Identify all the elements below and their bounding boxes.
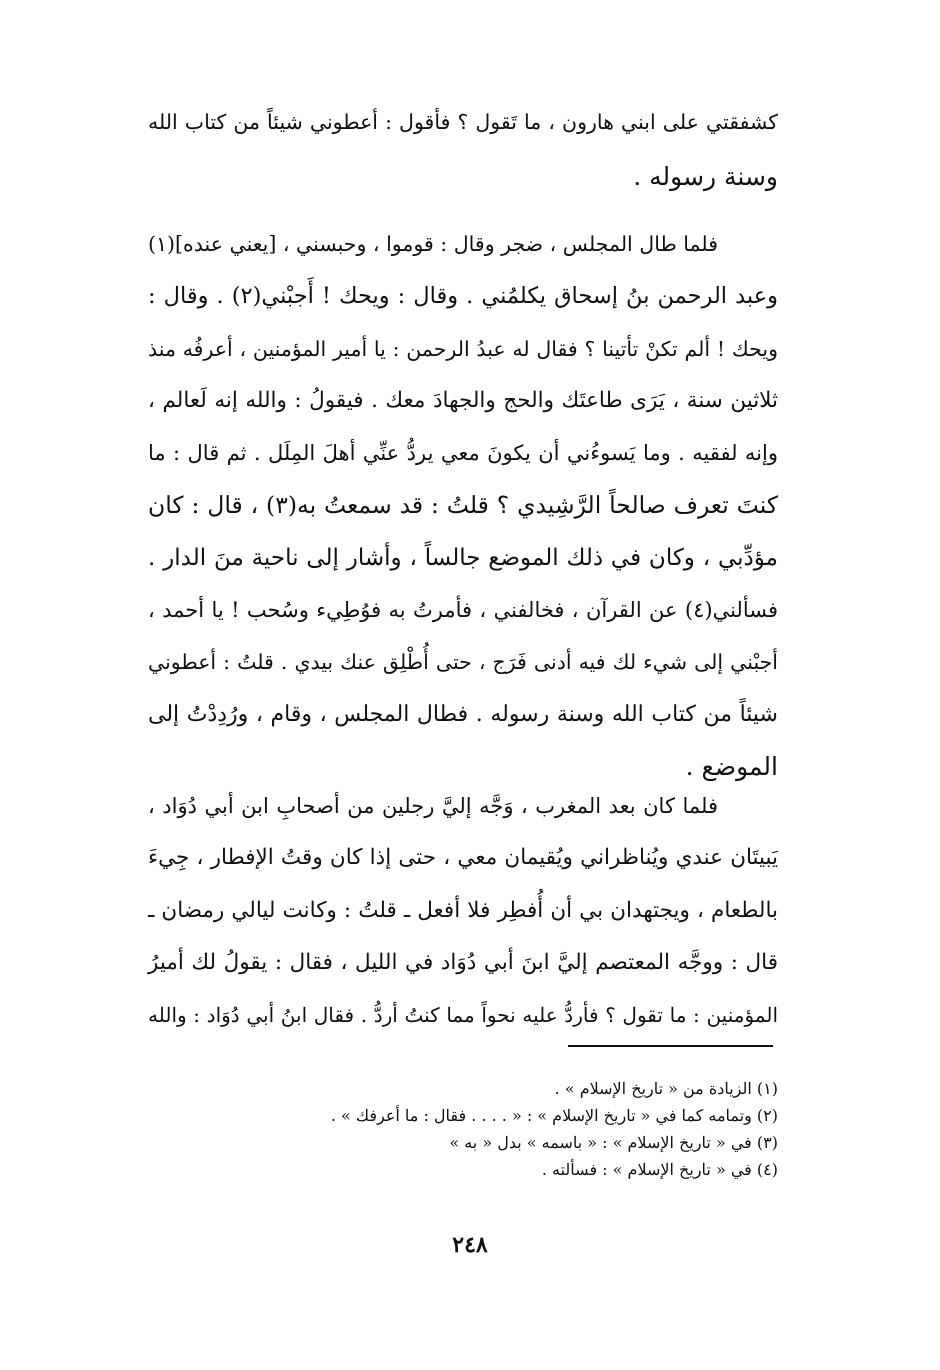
text-line: فسألني(٤) عن القرآن ، فخالفني ، فأمرتُ به فوُطِيء وسُحب ! يا أحمد ،: [148, 598, 778, 623]
text-line: ويحك ! ألم تكنْ تأتينا ؟ فقال له عبدُ الرحمن : يا أمير المؤمنين ، أعرفُه منذ: [148, 336, 778, 361]
text-line: الموضع .: [685, 751, 778, 781]
text-line: ثلاثين سنة ، يَرَى طاعتَك والحج والجهادَ معك . فيقولُ : والله إنه لَعالم ،: [148, 387, 778, 413]
text-line: فلما طال المجلس ، ضجر وقال : قوموا ، وحبسني ، [يعني عنده](١): [148, 232, 718, 256]
footnote-4: (٤) في « تاريخ الإسلام » : فسألته .: [541, 1160, 778, 1179]
text-line: المؤمنين : ما تقول ؟ فأردُّ عليه نحواً مما كنتُ أردُّ . فقال ابنُ أبي دُوَاد : والله: [148, 1003, 778, 1028]
page-number: ٢٤٨: [452, 1232, 488, 1258]
text-line: كنتَ تعرف صالحاً الرَّشِيدي ؟ قلتُ : قد سمعتُ به(٣) ، قال : كان: [148, 491, 779, 520]
text-line: بالطعام ، ويجتهدان بي أن أُفطِر فلا أفعل ـ قلتُ : وكانت ليالي رمضان ـ: [148, 897, 778, 923]
footnote-3: (٣) في « تاريخ الإسلام » : « باسمه » بدل « به »: [449, 1133, 778, 1152]
text-line: شيئاً من كتاب الله وسنة رسوله . فطال المجلس ، وقام ، ورُدِدْتُ إلى: [148, 701, 778, 727]
text-line: يَبيتَان عندي ويُناظراني ويُقيمان معي ، حتى إذا كان وقتُ الإفطار ، جِيءَ: [148, 845, 778, 871]
footnotes: [218, 1075, 778, 1183]
footnote-separator: [568, 1045, 773, 1047]
text-line: كشفقتي على ابني هارون ، ما تَقول ؟ فأقول : أعطوني شيئاً من كتاب الله: [148, 110, 778, 134]
text-line: أجبْني إلى شيء لك فيه أدنى فَرَج ، حتى أُطْلِق عنك بيدي . قلتُ : أعطوني: [148, 650, 778, 675]
footnote-2: (٢) وتمامه كما في « تاريخ الإسلام » : « . . . . فقال : ما أعرفك » .: [330, 1106, 778, 1125]
paragraph-3: [148, 780, 778, 1041]
paragraph-1: [148, 102, 778, 212]
paragraph-2: [148, 218, 778, 793]
text-line: فلما كان بعد المغرب ، وَجَّه إليَّ رجلين من أصحابِ ابن أبي دُوَاد ،: [148, 794, 718, 818]
text-line: وإنه لفقيه . وما يَسوءُني أن يكونَ معي يردُّ عنِّي أهلَ المِلَل . ثم قال : ما: [148, 441, 778, 466]
text-line: وعبد الرحمن بنُ إسحاق يكلمُني . وقال : ويحك ! أَجبْني(٢) . وقال :: [148, 283, 778, 310]
text-line: مؤدِّبي ، وكان في ذلك الموضع جالساً ، وأشار إلى ناحية منَ الدار .: [148, 544, 778, 571]
text-line: قال : ووجَّه المعتصم إليَّ ابنَ أبي دُوَاد في الليل ، فقال : يقولُ لك أميرُ: [148, 949, 778, 975]
text-line: وسنة رسوله .: [633, 162, 778, 191]
footnote-1: (١) الزيادة من « تاريخ الإسلام » .: [554, 1079, 778, 1098]
